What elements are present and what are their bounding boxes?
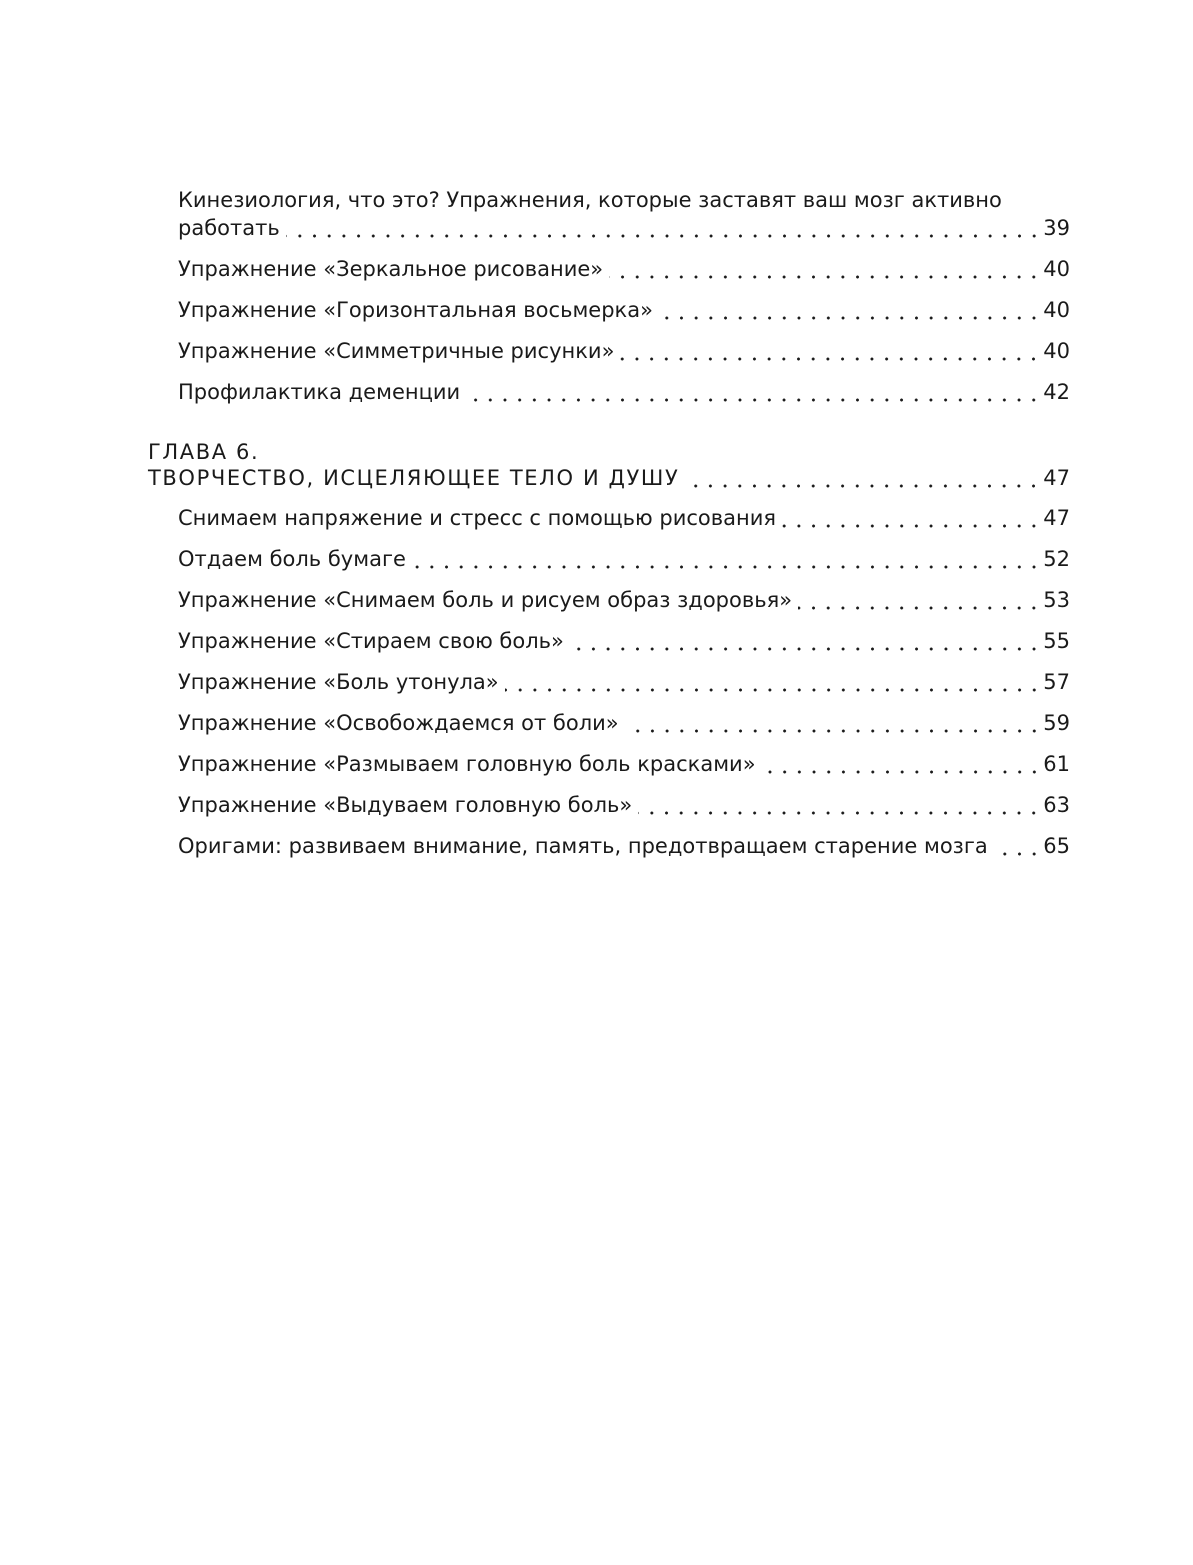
toc-entry-title: Отдаем боль бумаге <box>178 547 406 571</box>
toc-chapter-heading[interactable] <box>148 464 1070 492</box>
toc-entry[interactable] <box>178 668 1070 696</box>
toc-entry[interactable] <box>178 378 1070 406</box>
dot-leader <box>286 214 1042 242</box>
chapter-label: ГЛАВА 6. <box>148 440 260 464</box>
toc-entry-title: Оригами: развиваем внимание, память, предотвращаем старение мозга <box>178 834 988 858</box>
toc-entry-title: Упражнение «Снимаем боль и рисуем образ здоровья» <box>178 588 793 612</box>
toc-entry-title: Упражнение «Зеркальное рисование» <box>178 257 604 281</box>
toc-page-number: 63 <box>1043 793 1070 817</box>
toc-entry[interactable] <box>178 627 1070 655</box>
toc-entry[interactable] <box>178 255 1070 283</box>
toc-page-number: 55 <box>1043 629 1070 653</box>
toc-page-number: 65 <box>1043 834 1070 858</box>
dot-leader <box>466 378 1041 406</box>
dot-leader <box>625 709 1042 737</box>
toc-page-number: 52 <box>1043 547 1070 571</box>
dot-leader <box>659 296 1041 324</box>
dot-leader <box>638 791 1041 819</box>
toc-page-number: 40 <box>1043 298 1070 322</box>
toc-entry[interactable] <box>178 337 1070 365</box>
toc-page-number: 61 <box>1043 752 1070 776</box>
toc-page-number: 42 <box>1043 380 1070 404</box>
toc-page-number: 47 <box>1043 506 1070 530</box>
toc-entry[interactable] <box>178 832 1070 860</box>
toc-entry-title: Упражнение «Боль утонула» <box>178 670 499 694</box>
dot-leader <box>762 750 1042 778</box>
toc-entry-title: Упражнение «Горизонтальная восьмерка» <box>178 298 653 322</box>
toc-entry[interactable] <box>178 586 1070 614</box>
dot-leader <box>505 668 1042 696</box>
toc-entry-title: Упражнение «Стираем свою боль» <box>178 629 564 653</box>
toc-page-number: 40 <box>1043 257 1070 281</box>
dot-leader <box>412 545 1041 573</box>
toc-page-number: 39 <box>1043 216 1070 240</box>
toc-entry[interactable] <box>178 750 1070 778</box>
toc-entry-kinesiology[interactable] <box>178 214 1070 242</box>
toc-entry[interactable] <box>178 709 1070 737</box>
toc-entry-title: Профилактика деменции <box>178 380 461 404</box>
dot-leader <box>609 255 1041 283</box>
toc-entry[interactable] <box>178 296 1070 324</box>
toc-entry[interactable] <box>178 545 1070 573</box>
toc-entry-title: Упражнение «Выдуваем головную боль» <box>178 793 633 817</box>
dot-leader <box>994 832 1042 860</box>
toc-entry-title: Упражнение «Симметричные рисунки» <box>178 339 615 363</box>
toc-entry-title: Упражнение «Освобождаемся от боли» <box>178 711 619 735</box>
toc-entry-title: Снимаем напряжение и стресс с помощью рисования <box>178 506 777 530</box>
dot-leader <box>798 586 1041 614</box>
toc-entry-title: Упражнение «Размываем головную боль красками» <box>178 752 756 776</box>
toc-page-number: 53 <box>1043 588 1070 612</box>
dot-leader <box>782 504 1041 532</box>
toc-entry[interactable] <box>178 504 1070 532</box>
chapter-title: ТВОРЧЕСТВО, ИСЦЕЛЯЮЩЕЕ ТЕЛО И ДУШУ <box>148 466 680 490</box>
dot-leader <box>570 627 1041 655</box>
toc-page-number: 57 <box>1043 670 1070 694</box>
toc-page-number: 59 <box>1043 711 1070 735</box>
toc-entry[interactable] <box>178 791 1070 819</box>
toc-page-number: 40 <box>1043 339 1070 363</box>
toc-entry-title: работать <box>178 216 280 240</box>
toc-entry-kinesiology-line1: Кинезиология, что это? Упражнения, которые заставят ваш мозг активно <box>178 188 1002 212</box>
dot-leader <box>685 464 1041 492</box>
dot-leader <box>620 337 1041 365</box>
toc-page-number: 47 <box>1043 466 1070 490</box>
